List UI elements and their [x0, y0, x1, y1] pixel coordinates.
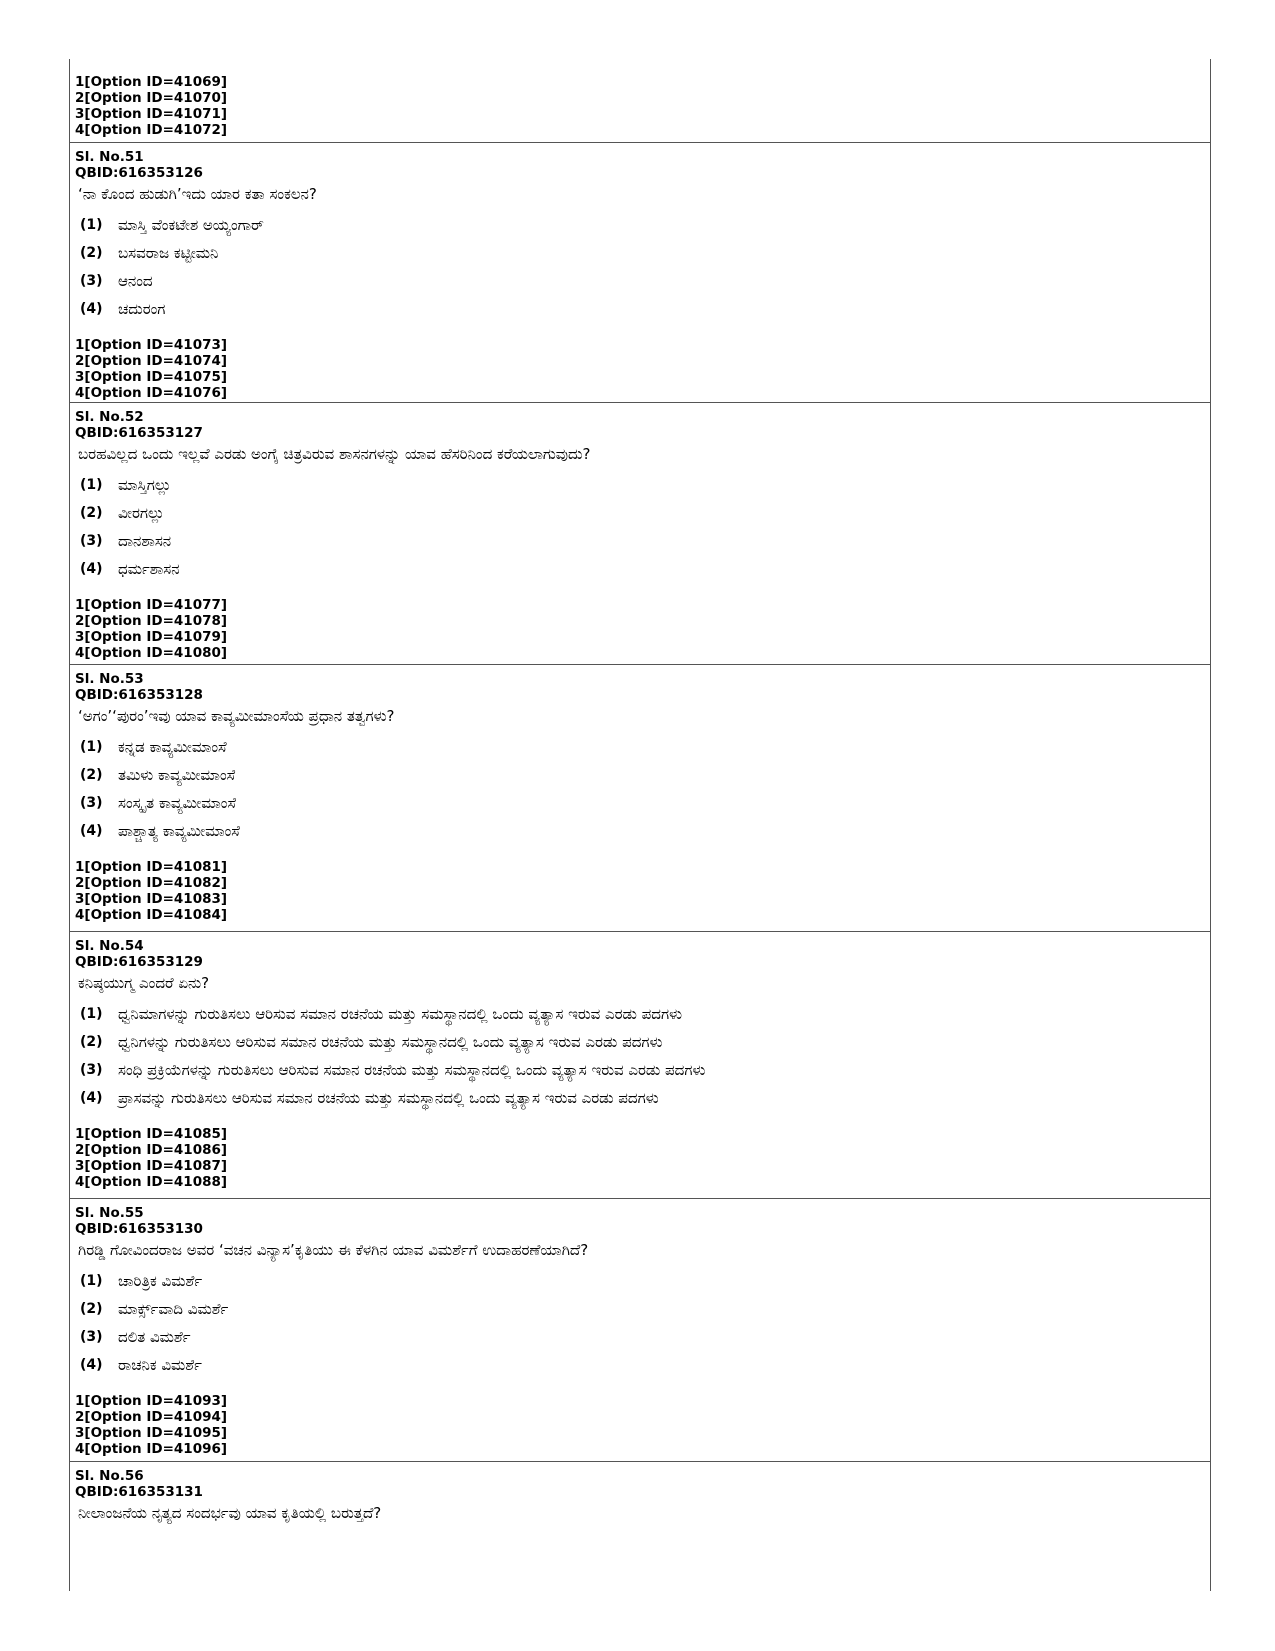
option-text: ಚಾರಿತ್ರಿಕ ವಿಮರ್ಶೆ — [118, 1272, 203, 1290]
option-number: (1) — [80, 739, 103, 755]
option-ids — [75, 1393, 1210, 1459]
option-id-line: 3[Option ID=41071] — [75, 106, 228, 122]
option-text: ಸಂಸ್ಕೃತ ಕಾವ್ಯಮೀಮಾಂಸೆ — [118, 794, 237, 812]
option-number: (3) — [80, 795, 103, 811]
question-block-53 — [70, 664, 1210, 931]
qbid: QBID:616353129 — [75, 954, 203, 970]
option-id-line: 4[Option ID=41084] — [75, 907, 228, 923]
serial-number: Sl. No.51 — [75, 149, 144, 165]
option-number: (3) — [80, 1062, 103, 1078]
option-ids — [75, 597, 1210, 663]
option-text: ಮಾರ್ಕ್ಸ್‌ವಾದಿ ವಿಮರ್ಶೆ — [118, 1300, 229, 1318]
option-row — [80, 1267, 1210, 1295]
option-row — [80, 1000, 1210, 1028]
qbid: QBID:616353128 — [75, 687, 203, 703]
option-number: (1) — [80, 1273, 103, 1289]
option-id-line: 1[Option ID=41077] — [75, 597, 228, 613]
option-id-line: 3[Option ID=41083] — [75, 891, 228, 907]
option-row — [80, 761, 1210, 789]
option-row — [80, 471, 1210, 499]
question-sheet — [69, 59, 1211, 1591]
question-block-52 — [70, 402, 1210, 664]
question-text: ಕನಿಷ್ಠಯುಗ್ಮ ಎಂದರೆ ಏನು? — [78, 974, 210, 992]
option-id-line: 2[Option ID=41082] — [75, 875, 228, 891]
option-text: ರಾಚನಿಕ ವಿಮರ್ಶೆ — [118, 1356, 202, 1374]
option-id-line: 4[Option ID=41072] — [75, 122, 228, 138]
option-row — [80, 1084, 1210, 1112]
option-row — [80, 1323, 1210, 1351]
option-id-line: 1[Option ID=41085] — [75, 1126, 228, 1142]
option-number: (3) — [80, 273, 103, 289]
option-id-line: 4[Option ID=41088] — [75, 1174, 228, 1190]
option-text: ದಾನಶಾಸನ — [118, 532, 172, 550]
qbid: QBID:616353127 — [75, 425, 203, 441]
option-id-line: 3[Option ID=41087] — [75, 1158, 228, 1174]
question-block-51 — [70, 142, 1210, 402]
serial-number: Sl. No.53 — [75, 671, 144, 687]
option-id-line: 1[Option ID=41069] — [75, 74, 228, 90]
option-row — [80, 267, 1210, 295]
option-row — [80, 733, 1210, 761]
option-text: ಧರ್ಮಶಾಸನ — [118, 560, 180, 578]
serial-number: Sl. No.52 — [75, 409, 144, 425]
option-id-line: 4[Option ID=41096] — [75, 1441, 228, 1457]
option-text: ಧ್ವನಿಗಳನ್ನು ಗುರುತಿಸಲು ಆರಿಸುವ ಸಮಾನ ರಚನೆಯ ಮತ್ತು ಸಮಸ್ಥಾನದಲ್ಲಿ ಒಂದು ವ್ಯತ್ಯಾಸ ಇರುವ ಎರಡು ಪದಗಳು — [118, 1033, 663, 1051]
option-text: ಮಾಸ್ತಿಗಲ್ಲು — [118, 476, 172, 494]
option-id-line: 1[Option ID=41073] — [75, 337, 228, 353]
option-row — [80, 555, 1210, 583]
option-row — [80, 295, 1210, 323]
option-row — [80, 239, 1210, 267]
option-id-line: 1[Option ID=41093] — [75, 1393, 228, 1409]
serial-number: Sl. No.55 — [75, 1205, 144, 1221]
option-row — [80, 527, 1210, 555]
option-ids — [75, 337, 1210, 403]
option-id-line: 3[Option ID=41095] — [75, 1425, 228, 1441]
option-number: (4) — [80, 1090, 103, 1106]
option-id-line: 1[Option ID=41081] — [75, 859, 228, 875]
option-text: ವೀರಗಲ್ಲು — [118, 504, 165, 522]
option-text: ಬಸವರಾಜ ಕಟ್ಟೀಮನಿ — [118, 244, 219, 262]
option-id-line: 3[Option ID=41075] — [75, 369, 228, 385]
question-text: ‘ಅಗಂ’‘ಪುರಂ’ಇವು ಯಾವ ಕಾವ್ಯಮೀಮಾಂಸೆಯ ಪ್ರಧಾನ ತತ್ವಗಳು? — [78, 707, 395, 725]
option-id-line: 2[Option ID=41086] — [75, 1142, 228, 1158]
option-row — [80, 1351, 1210, 1379]
option-number: (3) — [80, 1329, 103, 1345]
question-text: ಗಿರಡ್ಡಿ ಗೋವಿಂದರಾಜ ಅವರ ‘ವಚನ ವಿನ್ಯಾಸ’ಕೃತಿಯು ಈ ಕೆಳಗಿನ ಯಾವ ವಿಮರ್ಶೆಗೆ ಉದಾಹರಣೆಯಾಗಿದೆ? — [78, 1241, 589, 1259]
option-text: ಕನ್ನಡ ಕಾವ್ಯಮೀಮಾಂಸೆ — [118, 738, 227, 756]
option-text: ಪ್ರಾಸವನ್ನು ಗುರುತಿಸಲು ಆರಿಸುವ ಸಮಾನ ರಚನೆಯ ಮತ್ತು ಸಮಸ್ಥಾನದಲ್ಲಿ ಒಂದು ವ್ಯತ್ಯಾಸ ಇರುವ ಎರಡು ಪದಗಳು — [118, 1089, 659, 1107]
qbid: QBID:616353126 — [75, 165, 203, 181]
option-id-line: 2[Option ID=41070] — [75, 90, 228, 106]
option-text: ಮಾಸ್ತಿ ವೆಂಕಟೇಶ ಅಯ್ಯಂಗಾರ್ — [118, 216, 264, 234]
question-text: ನೀಲಾಂಜನೆಯ ನೃತ್ಯದ ಸಂದರ್ಭವು ಯಾವ ಕೃತಿಯಲ್ಲಿ ಬರುತ್ತದೆ? — [78, 1504, 382, 1522]
option-number: (2) — [80, 1301, 103, 1317]
option-number: (2) — [80, 505, 103, 521]
option-id-line: 2[Option ID=41094] — [75, 1409, 228, 1425]
question-block-56 — [70, 1461, 1210, 1571]
option-id-line: 2[Option ID=41078] — [75, 613, 228, 629]
option-row — [80, 817, 1210, 845]
option-row — [80, 211, 1210, 239]
option-row — [80, 1056, 1210, 1084]
option-text: ಪಾಶ್ಚಾತ್ಯ ಕಾವ್ಯಮೀಮಾಂಸೆ — [118, 822, 240, 840]
option-number: (4) — [80, 1357, 103, 1373]
option-text: ತಮಿಳು ಕಾವ್ಯಮೀಮಾಂಸೆ — [118, 766, 236, 784]
question-text: ಬರಹವಿಲ್ಲದ ಒಂದು ಇಲ್ಲವೆ ಎರಡು ಅಂಗೈ ಚಿತ್ರವಿರುವ ಶಾಸನಗಳನ್ನು ಯಾವ ಹೆಸರಿನಿಂದ ಕರೆಯಲಾಗುವುದು? — [78, 445, 591, 463]
question-text: ‘ನಾ ಕೊಂದ ಹುಡುಗಿ’ಇದು ಯಾರ ಕತಾ ಸಂಕಲನ? — [78, 185, 317, 203]
option-text: ದಲಿತ ವಿಮರ್ಶೆ — [118, 1328, 191, 1346]
option-number: (1) — [80, 217, 103, 233]
option-id-line: 2[Option ID=41074] — [75, 353, 228, 369]
qbid: QBID:616353131 — [75, 1484, 203, 1500]
option-number: (3) — [80, 533, 103, 549]
option-text: ಆನಂದ — [118, 272, 153, 290]
option-number: (2) — [80, 1034, 103, 1050]
question-block-55 — [70, 1198, 1210, 1461]
serial-number: Sl. No.56 — [75, 1468, 144, 1484]
option-id-line: 4[Option ID=41076] — [75, 385, 228, 401]
qbid: QBID:616353130 — [75, 1221, 203, 1237]
option-id-line: 4[Option ID=41080] — [75, 645, 228, 661]
option-id-line: 3[Option ID=41079] — [75, 629, 228, 645]
option-number: (4) — [80, 561, 103, 577]
option-text: ಚದುರಂಗ — [118, 300, 166, 318]
option-text: ಧ್ವನಿಮಾಗಳನ್ನು ಗುರುತಿಸಲು ಆರಿಸುವ ಸಮಾನ ರಚನೆಯ ಮತ್ತು ಸಮಸ್ಥಾನದಲ್ಲಿ ಒಂದು ವ್ಯತ್ಯಾಸ ಇರುವ ಎರಡು ಪದಗಳು — [118, 1005, 682, 1023]
option-row — [80, 499, 1210, 527]
option-number: (4) — [80, 823, 103, 839]
question-block-54 — [70, 931, 1210, 1198]
option-number: (1) — [80, 477, 103, 493]
option-number: (2) — [80, 767, 103, 783]
option-ids — [75, 859, 1210, 925]
option-row — [80, 1295, 1210, 1323]
option-number: (4) — [80, 301, 103, 317]
serial-number: Sl. No.54 — [75, 938, 144, 954]
lead-option-ids — [70, 59, 1210, 142]
option-ids — [75, 1126, 1210, 1192]
option-row — [80, 789, 1210, 817]
option-row — [80, 1028, 1210, 1056]
option-text: ಸಂಧಿ ಪ್ರಕ್ರಿಯೆಗಳನ್ನು ಗುರುತಿಸಲು ಆರಿಸುವ ಸಮಾನ ರಚನೆಯ ಮತ್ತು ಸಮಸ್ಥಾನದಲ್ಲಿ ಒಂದು ವ್ಯತ್ಯಾಸ ಇರುವ ಎರಡು ಪದಗಳು — [118, 1061, 706, 1079]
option-number: (1) — [80, 1006, 103, 1022]
option-number: (2) — [80, 245, 103, 261]
